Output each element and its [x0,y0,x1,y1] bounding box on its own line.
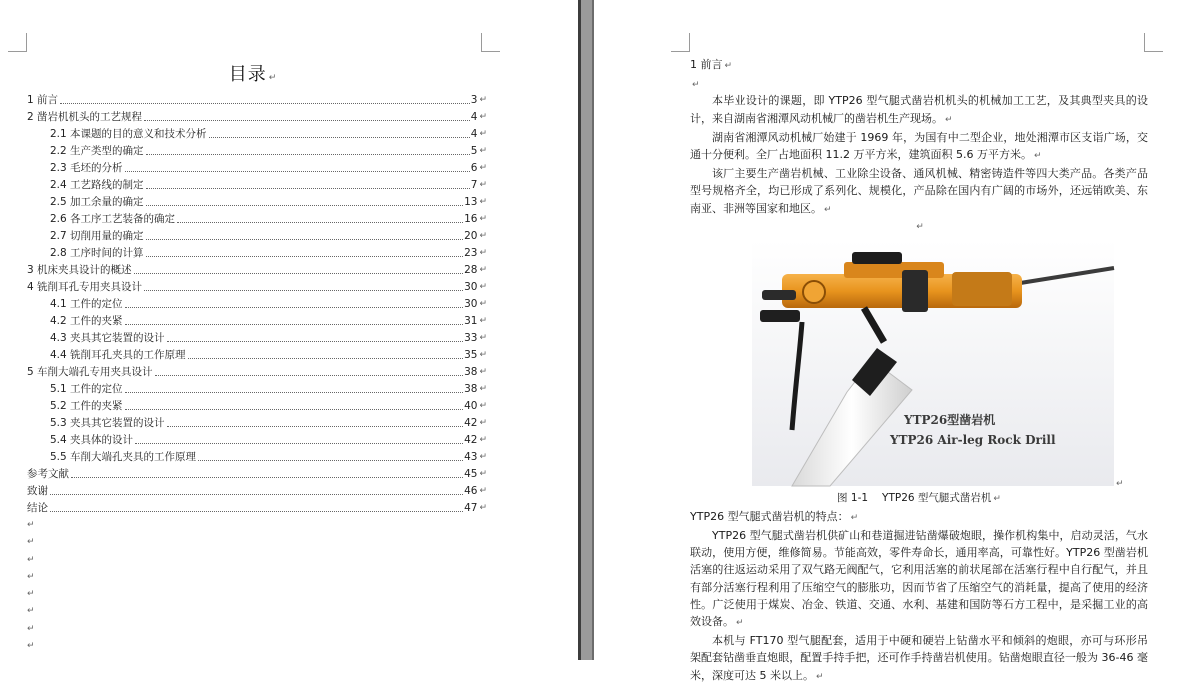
toc-entry[interactable] [27,328,487,345]
toc-entry-label: 2.7 切削用量的确定 [50,230,144,242]
toc-entry-page: 3 [470,94,478,106]
toc-leader-dots [188,358,464,359]
features-title: YTP26 型气腿式凿岩机的特点： ↵ [690,509,859,523]
paragraph-mark: ↵ [479,282,487,292]
toc-entry-page: 6 [470,162,478,174]
toc-entry[interactable] [27,379,487,396]
toc-entry-label: 5.3 夹具其它装置的设计 [50,417,165,429]
toc-leader-dots [146,205,464,206]
toc-entry-label: 5.1 工件的定位 [50,383,123,395]
paragraph-mark: ↵ [479,146,487,156]
toc-entry-page: 38 [464,383,478,395]
toc-entry-label: 3 机床夹具设计的概述 [27,264,132,276]
paragraph-mark: ↵ [479,231,487,241]
paragraph-mark: ↵ [479,248,487,258]
toc-leader-dots [209,137,470,138]
toc-entry[interactable] [27,345,487,362]
paragraph-mark: ↵ [479,350,487,360]
toc-entry-label: 2.5 加工余量的确定 [50,196,144,208]
toc-leader-dots [146,256,464,257]
empty-paragraph: ↵ [692,80,700,91]
toc-leader-dots [134,273,464,274]
paragraph-mark: ↵ [27,589,35,600]
toc-title: 目录 ↵ [228,64,278,85]
toc-entry[interactable] [27,481,487,498]
toc-entry[interactable] [27,243,487,260]
toc-entry-label: 4.2 工件的夹紧 [50,315,123,327]
paragraph-mark: ↵ [479,214,487,224]
paragraph-mark: ↵ [27,606,35,617]
toc-entry-page: 45 [464,468,478,480]
toc-leader-dots [146,154,470,155]
toc-entry-label: 1 前言 [27,94,59,106]
paragraph-mark: ↵ [479,180,487,190]
toc-entry-label: 2.4 工艺路线的制定 [50,179,144,191]
toc-leader-dots [125,324,464,325]
toc-entry-page: 40 [464,400,478,412]
figure-caption: 图 1-1 YTP26 型气腿式凿岩机 ↵ [837,491,1001,504]
toc-entry[interactable] [27,158,487,175]
section-heading: 1 前言 ↵ [690,58,733,71]
toc-entry[interactable] [27,277,487,294]
margin-corner-mark [671,33,690,52]
toc-entry-page: 42 [464,417,478,429]
toc-entry-page: 47 [464,502,478,514]
toc-leader-dots [167,341,464,342]
toc-entry-page: 16 [464,213,478,225]
toc-entry-page: 4 [470,111,478,123]
toc-entry-page: 31 [464,315,478,327]
empty-paragraph-marks [27,517,35,655]
toc-leader-dots [50,511,463,512]
paragraph-mark: ↵ [479,401,487,411]
paragraph-mark: ↵ [27,554,35,565]
toc-entry-label: 致谢 [27,485,48,497]
paragraph-mark: ↵ [479,112,487,122]
toc-entry-page: 46 [464,485,478,497]
toc-leader-dots [198,460,463,461]
rock-drill-illustration [752,240,1114,486]
toc-entry-page: 7 [470,179,478,191]
paragraph-mark: ↵ [479,503,487,513]
empty-paragraph: ↵ [916,221,924,232]
paragraph-mark: ↵ [479,418,487,428]
toc-entry-page: 38 [464,366,478,378]
toc-entry[interactable] [27,311,487,328]
right-page [594,0,1200,682]
toc-entry[interactable] [27,226,487,243]
toc-entry-label: 2.1 本课题的目的意义和技术分析 [50,128,207,140]
rock-drill-photo[interactable] [752,240,1114,486]
figure-image-caption-en: YTP26 Air-leg Rock Drill [890,432,1056,447]
toc-leader-dots [125,409,464,410]
toc-entry[interactable] [27,362,487,379]
toc-entry[interactable] [27,413,487,430]
toc-entry[interactable] [27,90,487,107]
toc-leader-dots [125,307,464,308]
paragraph-mark: ↵ [27,520,35,530]
toc-leader-dots [146,239,464,240]
page-gutter [578,0,594,660]
paragraph-mark: ↵ [479,384,487,394]
toc-list [27,90,487,515]
toc-entry-label: 5.4 夹具体的设计 [50,434,134,446]
figure [690,240,1148,488]
toc-entry-label: 5.2 工件的夹紧 [50,400,123,412]
toc-entry-page: 30 [464,281,478,293]
toc-entry-label: 2 凿岩机机头的工艺规程 [27,111,143,123]
toc-entry-label: 2.8 工序时间的计算 [50,247,144,259]
toc-entry-page: 42 [464,434,478,446]
toc-entry-page: 4 [470,128,478,140]
toc-entry-label: 参考文献 [27,468,69,480]
toc-leader-dots [60,103,470,104]
paragraph: 本毕业设计的课题，即 YTP26 型气腿式凿岩机机头的机械加工工艺，及其典型夹具的设计，来自湖南省湘潭风动机械厂的凿岩机生产现场。 ↵ [690,94,1148,125]
toc-entry[interactable] [27,209,487,226]
toc-entry-page: 30 [464,298,478,310]
paragraph: YTP26 型气腿式凿岩机供矿山和巷道掘进钻凿爆破炮眼，操作机构集中，启动灵活，气水联动，使用方便，维修简易。节能高效，零件寿命长，通用率高，可靠性好。YTP26 型凿岩机活塞的往返运动采用了双气路无阀配气，它利用活塞的前状尾部在活塞行程中自行配气，并且有部分活塞行程利用了压缩空气的膨胀功，因而节省了压缩空气的消耗量，提高了使用的经济性。广泛使用于煤炭、冶金、铁道、交通、水利、基建和国防等石方工程中，是采掘工业的高效设备。 ↵ [690,529,1148,629]
toc-entry-label: 4.4 铣削耳孔夹具的工作原理 [50,349,186,361]
toc-entry-label: 结论 [27,502,48,514]
paragraph: 湖南省湘潭风动机械厂始建于 1969 年，为国有中二型企业，地处湘潭市区支诣广场，交通十分便利。全厂占地面积 11.2 万平方米，建筑面积 5.6 万平方米。 ↵ [690,130,1148,161]
toc-entry-page: 28 [464,264,478,276]
toc-entry-page: 35 [464,349,478,361]
paragraph-mark: ↵ [479,469,487,479]
margin-corner-mark [8,33,27,52]
toc-leader-dots [125,171,470,172]
toc-entry[interactable] [27,294,487,311]
paragraph: 该厂主要生产凿岩机械、工业除尘设备、通风机械、精密铸造件等四大类产品。各类产品型号规格齐全，均已形成了系列化、规模化，产品除在国内有广阔的市场外，还远销欧美、东南亚、非洲等国家和地区。 ↵ [690,167,1148,215]
paragraph-mark: ↵ [27,641,35,652]
toc-entry-page: 13 [464,196,478,208]
toc-entry[interactable] [27,498,487,515]
toc-leader-dots [71,477,463,478]
paragraph-mark: ↵ [27,537,35,548]
document-body [690,56,1148,686]
margin-corner-mark [1144,33,1163,52]
paragraph-mark: ↵ [479,367,487,377]
toc-entry-label: 5.5 车削大端孔夹具的工作原理 [50,451,197,463]
toc-entry-label: 5 车削大端孔专用夹具设计 [27,366,153,378]
toc-entry[interactable] [27,430,487,447]
toc-entry[interactable] [27,124,487,141]
toc-entry-label: 4 铣削耳孔专用夹具设计 [27,281,143,293]
paragraph-mark: ↵ [479,163,487,173]
toc-leader-dots [177,222,463,223]
toc-entry-page: 20 [464,230,478,242]
figure-image-caption-cn: YTP26型凿岩机 [904,412,996,427]
toc-leader-dots [167,426,464,427]
toc-leader-dots [155,375,464,376]
paragraph-mark: ↵ [479,299,487,309]
paragraph-mark: ↵ [479,486,487,496]
paragraph-mark: ↵ [479,265,487,275]
toc-entry[interactable] [27,464,487,481]
paragraph-mark: ↵ [479,197,487,207]
toc-leader-dots [144,120,470,121]
toc-entry-page: 5 [470,145,478,157]
margin-corner-mark [481,33,500,52]
toc-entry[interactable] [27,192,487,209]
toc-entry[interactable] [27,396,487,413]
toc-entry[interactable] [27,175,487,192]
toc-entry-page: 43 [464,451,478,463]
toc-entry-page: 33 [464,332,478,344]
paragraph-mark: ↵ [479,95,487,105]
toc-entry[interactable] [27,260,487,277]
toc-leader-dots [135,443,463,444]
paragraph-mark: ↵ [479,316,487,326]
toc-entry-label: 2.2 生产类型的确定 [50,145,144,157]
paragraph-mark: ↵ [27,571,35,582]
toc-leader-dots [50,494,463,495]
toc-entry-page: 23 [464,247,478,259]
toc-entry-label: 4.1 工件的定位 [50,298,123,310]
toc-entry[interactable] [27,141,487,158]
toc-entry[interactable] [27,447,487,464]
toc-entry-label: 2.6 各工序工艺装备的确定 [50,213,176,225]
toc-leader-dots [144,290,463,291]
paragraph-mark: ↵ [479,452,487,462]
toc-entry-label: 2.3 毛坯的分析 [50,162,123,174]
toc-leader-dots [125,392,464,393]
toc-entry[interactable] [27,107,487,124]
paragraph-mark: ↵ [479,435,487,445]
paragraph-mark: ↵ [479,333,487,343]
left-page [0,0,578,660]
toc-leader-dots [146,188,470,189]
paragraph-mark: ↵ [479,129,487,139]
paragraph: 本机与 FT170 型气腿配套，适用于中硬和硬岩上钻凿水平和倾斜的炮眼，亦可与环形吊架配套钻凿垂直炮眼，配置手持手把，还可作手持凿岩机使用。钻凿炮眼直径一般为 36-46 毫米，深度可达 5 米以上。 ↵ [690,634,1148,682]
toc-entry-label: 4.3 夹具其它装置的设计 [50,332,165,344]
paragraph-mark: ↵ [27,623,35,634]
paragraph-mark: ↵ [1116,478,1124,489]
